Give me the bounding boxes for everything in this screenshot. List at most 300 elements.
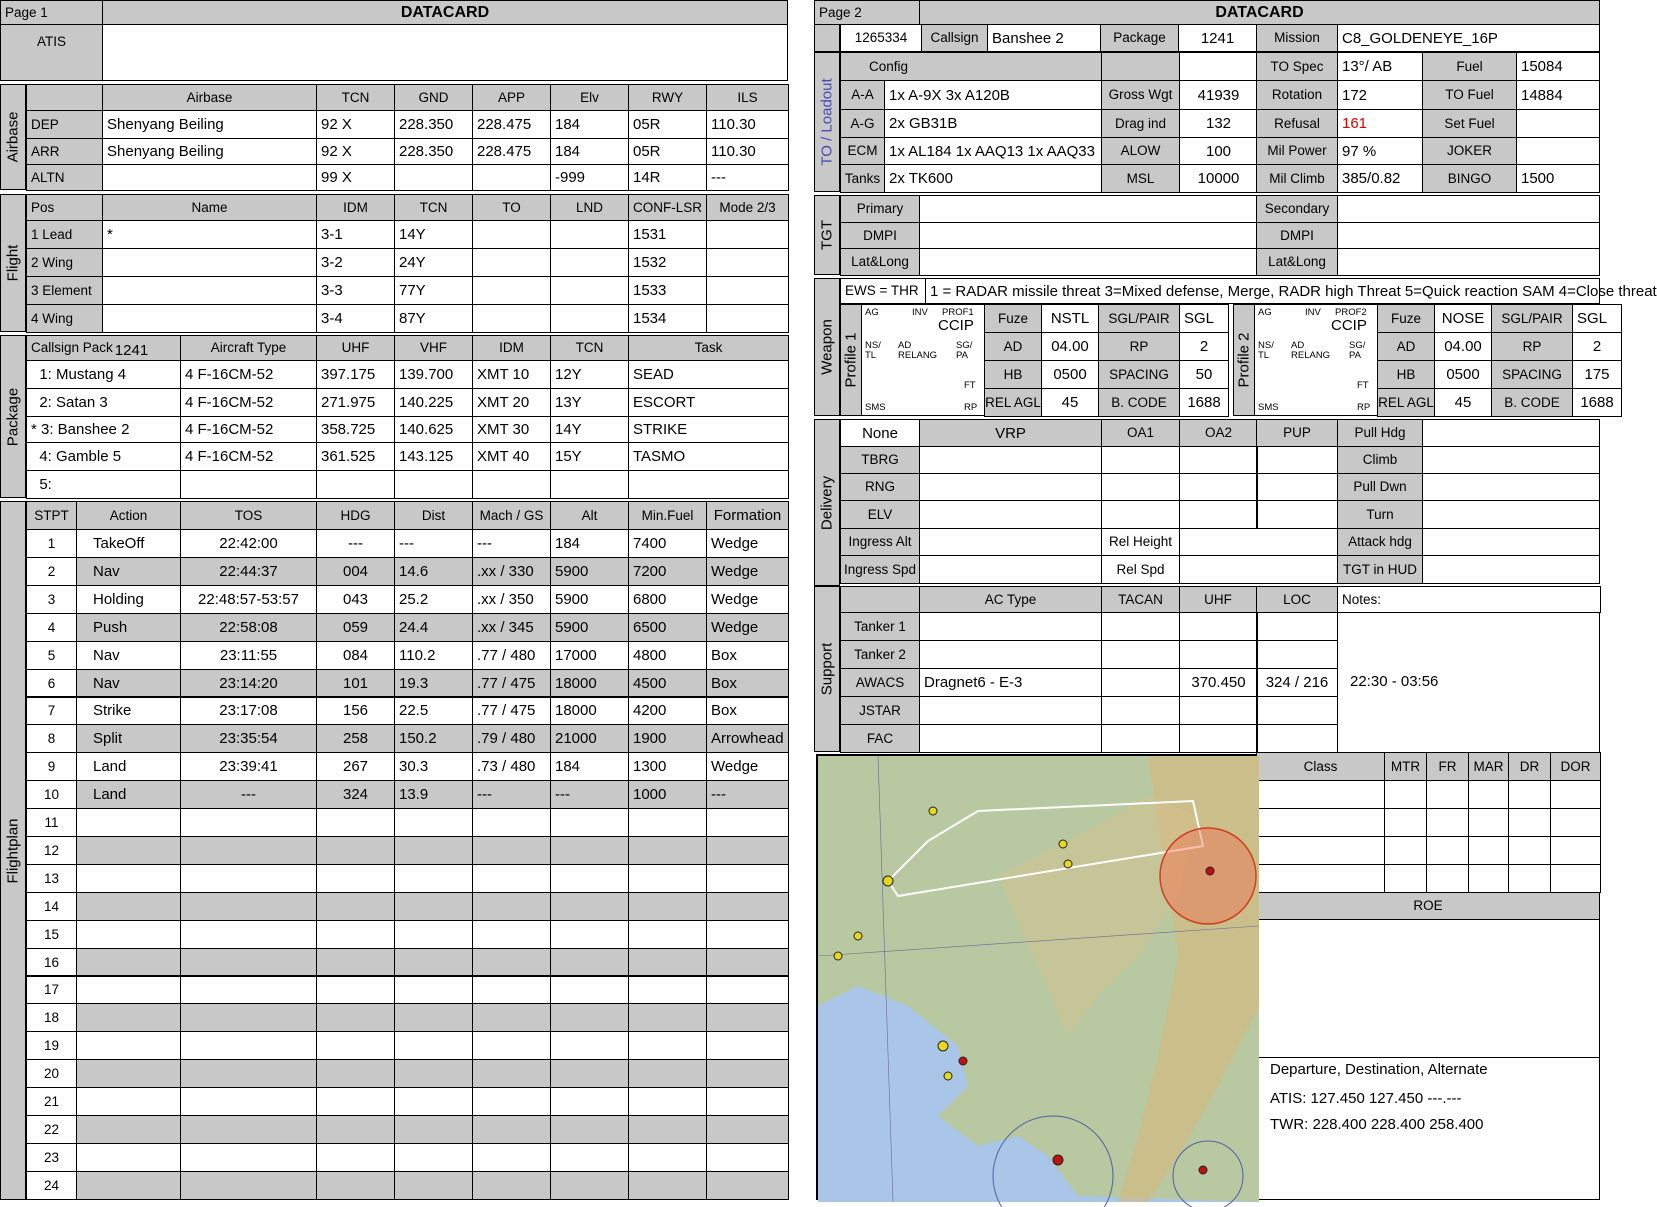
- sms-tag: RP: [1357, 402, 1371, 413]
- ews-label: EWS = THR: [840, 278, 926, 304]
- class-cell: [1256, 864, 1385, 893]
- package-cell: 13Y: [550, 388, 629, 417]
- support-loc: [1256, 696, 1338, 725]
- flightplan-cell: [76, 892, 181, 921]
- id-number: 1265334: [840, 24, 922, 52]
- blank: [1101, 52, 1180, 81]
- flight-cell: 1531: [628, 220, 707, 249]
- weapon-value: 2: [1179, 332, 1229, 361]
- delivery-field: [1179, 528, 1338, 556]
- flightplan-cell: 13: [26, 864, 77, 893]
- flightplan-cell: [316, 1087, 395, 1116]
- flightplan-cell: [550, 1087, 629, 1116]
- tgt-field: [919, 195, 1258, 223]
- flightplan-cell: 9: [26, 752, 77, 781]
- airbase-section: [0, 84, 26, 190]
- sms-tag: SMS: [865, 402, 886, 413]
- delivery-left-label: RNG: [840, 473, 920, 501]
- delivery-field: [1179, 555, 1338, 584]
- airbase-header: Elv: [550, 84, 629, 111]
- sms-tag: AG: [865, 307, 879, 318]
- flightplan-cell: [706, 920, 789, 949]
- flightplan-cell: [316, 1171, 395, 1200]
- support-section: [814, 586, 840, 752]
- loadout-type-label: A-G: [840, 109, 885, 138]
- flightplan-cell: [76, 1031, 181, 1060]
- flightplan-cell: [628, 975, 707, 1004]
- flightplan-cell: [706, 1003, 789, 1032]
- class-cell: [1550, 808, 1601, 837]
- weapon-value: 04.00: [1041, 332, 1099, 361]
- loadout-section: [814, 52, 840, 192]
- delivery-field: [919, 528, 1102, 556]
- fuel-label: Fuel: [1422, 52, 1517, 81]
- support-uhf: 370.450: [1179, 668, 1258, 697]
- delivery-right-label: Turn: [1337, 500, 1423, 529]
- flightplan-cell: 1300: [628, 752, 707, 781]
- flight-cell: [706, 276, 789, 305]
- flight-header: IDM: [316, 194, 395, 221]
- flightplan-cell: [550, 1171, 629, 1200]
- delivery-field: [1422, 500, 1600, 529]
- delivery-vrp: VRP: [919, 419, 1102, 447]
- flightplan-cell: [76, 1003, 181, 1032]
- flightplan-header: Action: [76, 501, 181, 530]
- flightplan-cell: ---: [472, 529, 551, 558]
- flightplan-cell: [76, 808, 181, 837]
- package-cell: STRIKE: [628, 416, 789, 443]
- flight-cell: [472, 220, 551, 249]
- package-cell: 4: Gamble 5: [26, 442, 181, 471]
- flightplan-cell: Land: [76, 752, 181, 781]
- flightplan-cell: [472, 1143, 551, 1172]
- package-cell: 140.625: [394, 416, 473, 443]
- package-cell: [628, 470, 789, 499]
- tgt2-label: DMPI: [1256, 222, 1338, 249]
- flight-cell: [102, 276, 317, 305]
- awacs-note: 22:30 - 03:56: [1350, 673, 1439, 690]
- package-cell: XMT 10: [472, 360, 551, 389]
- flightplan-cell: [394, 1087, 473, 1116]
- roe-label: ROE: [1256, 892, 1600, 920]
- delivery-field: [1101, 446, 1180, 474]
- package-cell: [472, 470, 551, 499]
- tgt2-field: [1337, 222, 1600, 249]
- sms-tag: SMS: [1258, 402, 1279, 413]
- perf-label: Drag ind: [1101, 109, 1180, 138]
- flightplan-cell: [628, 920, 707, 949]
- to-spec-value: 13°/ AB: [1337, 52, 1423, 81]
- flight-cell: 1532: [628, 248, 707, 277]
- support-header: TACAN: [1101, 586, 1180, 613]
- flightplan-cell: 004: [316, 557, 395, 586]
- support-uhf: [1179, 640, 1258, 669]
- flight-header: Name: [102, 194, 317, 221]
- flight-cell: [472, 304, 551, 333]
- flightplan-cell: [394, 864, 473, 893]
- package-section-label: Package: [4, 387, 22, 446]
- weapon-value: 175: [1572, 360, 1622, 389]
- flightplan-cell: [706, 1087, 789, 1116]
- sms-tag: NS/: [865, 340, 881, 351]
- flight-cell: 3-4: [316, 304, 395, 333]
- airbase-cell: [472, 164, 551, 191]
- package-cell: 358.725: [316, 416, 395, 443]
- fuel-plan-label: TO Fuel: [1422, 80, 1517, 110]
- flightplan-cell: 8: [26, 724, 77, 753]
- flightplan-cell: [180, 836, 317, 865]
- flightplan-cell: 1000: [628, 780, 707, 809]
- weapon-value: NSTL: [1041, 304, 1099, 333]
- package-header: VHF: [394, 335, 473, 361]
- package-cell: 143.125: [394, 442, 473, 471]
- loadout-value: 2x TK600: [884, 164, 1102, 193]
- delivery-right-label: Pull Dwn: [1337, 473, 1423, 501]
- flightplan-cell: [628, 1143, 707, 1172]
- loadout-value: 2x GB31B: [884, 109, 1102, 138]
- package-header: UHF: [316, 335, 395, 361]
- weapon-value: SGL: [1572, 304, 1622, 333]
- flightplan-cell: [550, 975, 629, 1004]
- flightplan-cell: 267: [316, 752, 395, 781]
- support-actype: [919, 724, 1102, 753]
- flightplan-cell: ---: [472, 780, 551, 809]
- flight-header: TCN: [394, 194, 473, 221]
- support-role: Tanker 2: [840, 640, 920, 669]
- flightplan-header: TOS: [180, 501, 317, 530]
- class-header: DR: [1508, 752, 1551, 781]
- package-cell: 140.225: [394, 388, 473, 417]
- flightplan-cell: [628, 892, 707, 921]
- flightplan-cell: Arrowhead: [706, 724, 789, 753]
- flightplan-cell: [706, 1115, 789, 1144]
- class-cell: [1256, 780, 1385, 809]
- flightplan-cell: .xx / 345: [472, 613, 551, 642]
- flightplan-cell: [472, 836, 551, 865]
- flight-section: [0, 194, 26, 332]
- flightplan-header: Mach / GS: [472, 501, 551, 530]
- datacard2-title: DATACARD: [919, 0, 1600, 25]
- flightplan-cell: Box: [706, 641, 789, 670]
- delivery-field: [1422, 446, 1600, 474]
- flightplan-cell: [76, 948, 181, 977]
- delivery-right-label: Pull Hdg: [1337, 419, 1423, 447]
- flightplan-cell: 1: [26, 529, 77, 558]
- tgt-label: DMPI: [840, 222, 920, 249]
- fuel-plan-label: JOKER: [1422, 137, 1517, 165]
- weapon-label: Fuze: [984, 304, 1042, 333]
- airbase-header: TCN: [316, 84, 395, 111]
- airbase-cell: 184: [550, 138, 629, 165]
- flight-header: TO: [472, 194, 551, 221]
- flightplan-cell: [550, 808, 629, 837]
- loadout-value: 1x AL184 1x AAQ13 1x AAQ33: [884, 137, 1102, 165]
- flightplan-cell: [472, 892, 551, 921]
- flightplan-cell: [550, 1143, 629, 1172]
- airbase-cell: 14R: [628, 164, 707, 191]
- airbase-header: [26, 84, 103, 111]
- delivery-field: [1256, 500, 1338, 529]
- support-actype: [919, 640, 1102, 669]
- weapon-label: Fuze: [1377, 304, 1435, 333]
- airbase-cell: -999: [550, 164, 629, 191]
- class-cell: [1426, 780, 1469, 809]
- support-loc: [1256, 640, 1338, 669]
- weapon-value: 0500: [1041, 360, 1099, 389]
- flight-cell: 3 Element: [26, 276, 103, 305]
- airbase-header: RWY: [628, 84, 707, 111]
- flightplan-cell: [550, 1115, 629, 1144]
- mission-label: Mission: [1256, 24, 1338, 52]
- flightplan-cell: 5900: [550, 557, 629, 586]
- flightplan-cell: Wedge: [706, 752, 789, 781]
- flight-cell: 3-3: [316, 276, 395, 305]
- loadout-type-label: Tanks: [840, 164, 885, 193]
- airbase-header: GND: [394, 84, 473, 111]
- airbase-cell: [102, 164, 317, 191]
- flightplan-cell: 6800: [628, 585, 707, 614]
- delivery-right-label: Attack hdg: [1337, 528, 1423, 556]
- flightplan-cell: 14: [26, 892, 77, 921]
- flightplan-cell: [550, 864, 629, 893]
- airbase-header: APP: [472, 84, 551, 111]
- sms-tag: FT: [964, 380, 976, 391]
- flightplan-cell: [180, 1003, 317, 1032]
- to-value: 172: [1337, 80, 1423, 110]
- class-cell: [1508, 864, 1551, 893]
- delivery-field: [1422, 555, 1600, 584]
- callsign-label: Callsign: [921, 24, 988, 52]
- flightplan-cell: 156: [316, 696, 395, 725]
- flightplan-cell: [628, 1087, 707, 1116]
- flight-cell: *: [102, 220, 317, 249]
- flight-header: CONF-LSR: [628, 194, 707, 221]
- flightplan-cell: 16: [26, 948, 77, 977]
- sms-tag: TL: [865, 350, 877, 361]
- flightplan-cell: 043: [316, 585, 395, 614]
- flight-cell: 1 Lead: [26, 220, 103, 249]
- sms-tag: PA: [956, 350, 968, 361]
- support-role: AWACS: [840, 668, 920, 697]
- support-loc: 324 / 216: [1256, 668, 1338, 697]
- weapon-label: AD: [984, 332, 1042, 361]
- delivery-field: [1256, 473, 1338, 501]
- sms-tag: PROF1: [942, 307, 974, 318]
- config-label: Config: [840, 52, 1102, 81]
- class-cell: [1468, 836, 1509, 865]
- flightplan-cell: 30.3: [394, 752, 473, 781]
- delivery-right-label: Climb: [1337, 446, 1423, 474]
- airbase-cell: 92 X: [316, 138, 395, 165]
- flightplan-cell: [628, 1115, 707, 1144]
- tgt-field: [919, 248, 1258, 276]
- delivery-oa2: OA2: [1179, 419, 1258, 447]
- class-cell: [1468, 780, 1509, 809]
- flightplan-cell: [706, 836, 789, 865]
- package-header: TCN: [550, 335, 629, 361]
- flightplan-cell: 4500: [628, 669, 707, 698]
- flightplan-cell: [316, 1059, 395, 1088]
- support-section-label: Support: [818, 642, 836, 696]
- support-role: FAC: [840, 724, 920, 753]
- class-cell: [1508, 836, 1551, 865]
- flightplan-cell: .xx / 350: [472, 585, 551, 614]
- delivery-left-label: ELV: [840, 500, 920, 529]
- flightplan-cell: 4200: [628, 696, 707, 725]
- atis-field: [102, 24, 788, 81]
- flightplan-cell: Land: [76, 780, 181, 809]
- loadout-section-label: TO / Loadout: [818, 78, 836, 166]
- package-cell: 15Y: [550, 442, 629, 471]
- flightplan-cell: [472, 1171, 551, 1200]
- flightplan-cell: ---: [394, 529, 473, 558]
- support-uhf: [1179, 612, 1258, 641]
- flightplan-cell: [628, 864, 707, 893]
- sms-tag: CCIP: [1331, 317, 1367, 334]
- flightplan-cell: [76, 1171, 181, 1200]
- twr-line: TWR: 228.400 228.400 258.400: [1270, 1116, 1484, 1133]
- package-header: Aircraft Type: [180, 335, 317, 361]
- flight-cell: [550, 220, 629, 249]
- sms-tag: PROF2: [1335, 307, 1367, 318]
- flight-cell: 1534: [628, 304, 707, 333]
- package-cell: SEAD: [628, 360, 789, 389]
- flightplan-cell: 258: [316, 724, 395, 753]
- flightplan-cell: [550, 920, 629, 949]
- flightplan-cell: 5900: [550, 613, 629, 642]
- weapon-label: RP: [1098, 332, 1180, 361]
- weapon-label: AD: [1377, 332, 1435, 361]
- package-cell: 12Y: [550, 360, 629, 389]
- flight-cell: [472, 248, 551, 277]
- flight-cell: [102, 304, 317, 333]
- datacard-page-2: [814, 0, 1657, 1200]
- flight-cell: 24Y: [394, 248, 473, 277]
- package-cell: 4 F-16CM-52: [180, 388, 317, 417]
- flightplan-header: HDG: [316, 501, 395, 530]
- flightplan-cell: [394, 920, 473, 949]
- flightplan-cell: [706, 808, 789, 837]
- flightplan-cell: ---: [180, 780, 317, 809]
- class-cell: [1508, 780, 1551, 809]
- flightplan-cell: [76, 1143, 181, 1172]
- flightplan-cell: [628, 836, 707, 865]
- flightplan-cell: [316, 864, 395, 893]
- weapon-label: REL AGL: [1377, 388, 1435, 417]
- flightplan-cell: [706, 1059, 789, 1088]
- airbase-cell: 110.30: [706, 110, 789, 139]
- class-cell: [1256, 836, 1385, 865]
- support-header: AC Type: [919, 586, 1102, 613]
- flightplan-section: [0, 501, 26, 1200]
- flightplan-cell: [180, 1171, 317, 1200]
- flightplan-cell: 11: [26, 808, 77, 837]
- package-cell: 271.975: [316, 388, 395, 417]
- flightplan-cell: .79 / 480: [472, 724, 551, 753]
- flightplan-cell: [76, 1059, 181, 1088]
- class-cell: [1550, 836, 1601, 865]
- support-header: UHF: [1179, 586, 1257, 613]
- flightplan-cell: 23:17:08: [180, 696, 317, 725]
- support-role: Tanker 1: [840, 612, 920, 641]
- flightplan-cell: [706, 1031, 789, 1060]
- flightplan-cell: [550, 836, 629, 865]
- package-number: 1241: [114, 341, 149, 359]
- airbase-cell: ---: [706, 164, 789, 191]
- tgt-label: Lat&Long: [840, 248, 920, 276]
- flightplan-cell: Box: [706, 696, 789, 725]
- flightplan-cell: 6500: [628, 613, 707, 642]
- flightplan-cell: [550, 1031, 629, 1060]
- delivery-mid-label: Rel Height: [1101, 528, 1180, 556]
- mission-map[interactable]: [816, 754, 1257, 1200]
- flightplan-cell: 21: [26, 1087, 77, 1116]
- fuel-plan-value: [1516, 109, 1600, 138]
- weapon-value: NOSE: [1434, 304, 1492, 333]
- support-loc: [1256, 612, 1338, 641]
- flightplan-cell: [472, 864, 551, 893]
- package-cell: 5:: [26, 470, 181, 499]
- flightplan-cell: [394, 892, 473, 921]
- class-cell: [1256, 808, 1385, 837]
- sms-tag: TL: [1258, 350, 1270, 361]
- flightplan-cell: [706, 948, 789, 977]
- airbase-cell: ARR: [26, 138, 103, 165]
- flightplan-cell: [180, 1087, 317, 1116]
- flightplan-cell: [706, 1143, 789, 1172]
- flightplan-cell: [550, 948, 629, 977]
- flightplan-cell: 18000: [550, 669, 629, 698]
- flightplan-cell: 2: [26, 557, 77, 586]
- flightplan-cell: [316, 1115, 395, 1144]
- flightplan-cell: 059: [316, 613, 395, 642]
- flightplan-cell: [316, 808, 395, 837]
- flightplan-cell: ---: [550, 780, 629, 809]
- class-cell: [1384, 808, 1427, 837]
- fuel-plan-value: 1500: [1516, 164, 1600, 193]
- airbase-cell: ALTN: [26, 164, 103, 191]
- flightplan-cell: [76, 920, 181, 949]
- support-tacan: [1101, 724, 1180, 753]
- package-label: Package: [1100, 24, 1179, 52]
- flightplan-header: Min.Fuel: [628, 501, 707, 530]
- roe-field: [1256, 919, 1600, 1058]
- flightplan-cell: 22:44:37: [180, 557, 317, 586]
- tgt2-label: Secondary: [1256, 195, 1338, 223]
- weapon-label: HB: [984, 360, 1042, 389]
- weapon-label: SGL/PAIR: [1491, 304, 1573, 333]
- fuel-value: 15084: [1516, 52, 1600, 81]
- delivery-section: [814, 419, 840, 586]
- flightplan-cell: Wedge: [706, 613, 789, 642]
- sms-tag: INV: [1305, 307, 1321, 318]
- flight-section-label: Flight: [4, 244, 22, 282]
- flightplan-cell: [550, 892, 629, 921]
- package-cell: 397.175: [316, 360, 395, 389]
- flightplan-cell: [180, 808, 317, 837]
- flightplan-cell: ---: [316, 529, 395, 558]
- perf-value: 10000: [1179, 164, 1258, 193]
- weapon-value: 04.00: [1434, 332, 1492, 361]
- flightplan-cell: 1900: [628, 724, 707, 753]
- package-cell: [180, 470, 317, 499]
- to-spec-label: TO Spec: [1256, 52, 1338, 81]
- flightplan-cell: 22:42:00: [180, 529, 317, 558]
- delivery-section-label: Delivery: [818, 475, 836, 530]
- package-cell: [394, 470, 473, 499]
- delivery-mid-label: Rel Spd: [1101, 555, 1180, 584]
- delivery-left-label: Ingress Spd: [840, 555, 920, 584]
